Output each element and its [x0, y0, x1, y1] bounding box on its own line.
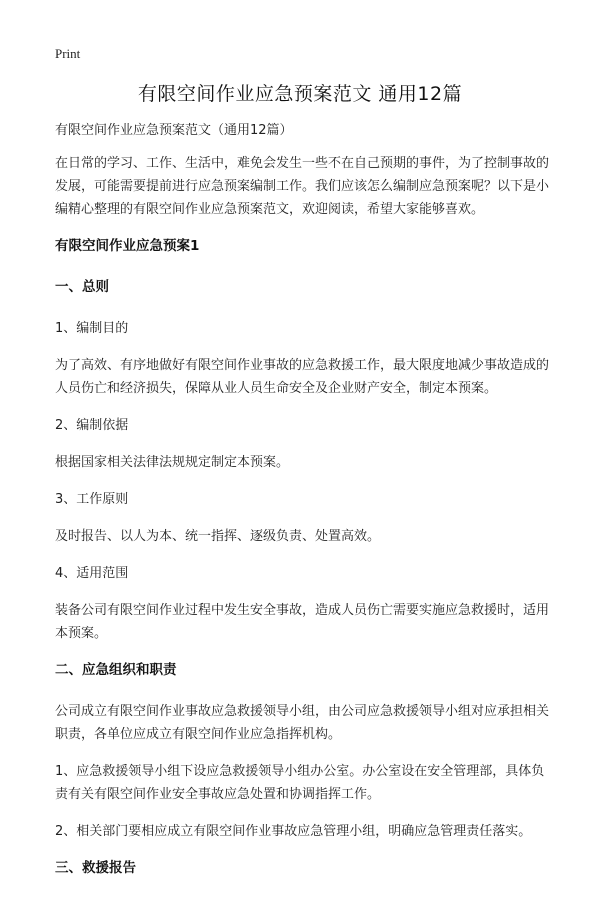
heading-organization: 二、应急组织和职责 — [55, 662, 177, 678]
subheading-principles: 3、工作原则 — [55, 492, 129, 507]
subtitle: 有限空间作业应急预案范文（通用12篇） — [55, 123, 293, 138]
paragraph-scope: 装备公司有限空间作业过程中发生安全事故，造成人员伤亡需要实施应急救援时，适用本预案。 — [55, 603, 550, 641]
paragraph-purpose: 为了高效、有序地做好有限空间作业事故的应急救援工作，最大限度地减少事故造成的人员伤亡和经济损失，保障从业人员生命安全及企业财产安全，制定本预案。 — [55, 358, 550, 396]
paragraph-basis: 根据国家相关法律法规规定制定本预案。 — [55, 455, 290, 470]
heading-rescue-report: 三、救援报告 — [55, 860, 136, 876]
paragraph-org-item-1: 1、应急救援领导小组下设应急救援领导小组办公室。办公室设在安全管理部，具体负责有关有限空间作业安全事故应急处置和协调指挥工作。 — [55, 764, 545, 802]
paragraph-principles: 及时报告、以人为本、统一指挥、逐级负责、处置高效。 — [55, 529, 381, 544]
subheading-basis: 2、编制依据 — [55, 418, 129, 433]
paragraph-org-item-2: 2、相关部门要相应成立有限空间作业事故应急管理小组，明确应急管理责任落实。 — [55, 824, 532, 839]
paragraph-organization: 公司成立有限空间作业事故应急救援领导小组，由公司应急救援领导小组对应承担相关职责，各单位应成立有限空间作业应急指挥机构。 — [55, 704, 550, 742]
subheading-purpose: 1、编制目的 — [55, 321, 129, 336]
section-title: 有限空间作业应急预案1 — [55, 238, 200, 254]
subheading-scope: 4、适用范围 — [55, 566, 129, 581]
document-title: 有限空间作业应急预案范文 通用12篇 — [137, 83, 463, 105]
intro-paragraph: 在日常的学习、工作、生活中，难免会发生一些不在自己预期的事件，为了控制事故的发展，可能需要提前进行应急预案编制工作。我们应该怎么编制应急预案呢？以下是小编精心整理的有限空间作业应急预案范文，欢迎阅读，希望大家能够喜欢。 — [55, 156, 550, 217]
heading-general: 一、总则 — [55, 279, 109, 295]
document-body — [55, 119, 555, 898]
print-label: Print — [55, 46, 81, 61]
